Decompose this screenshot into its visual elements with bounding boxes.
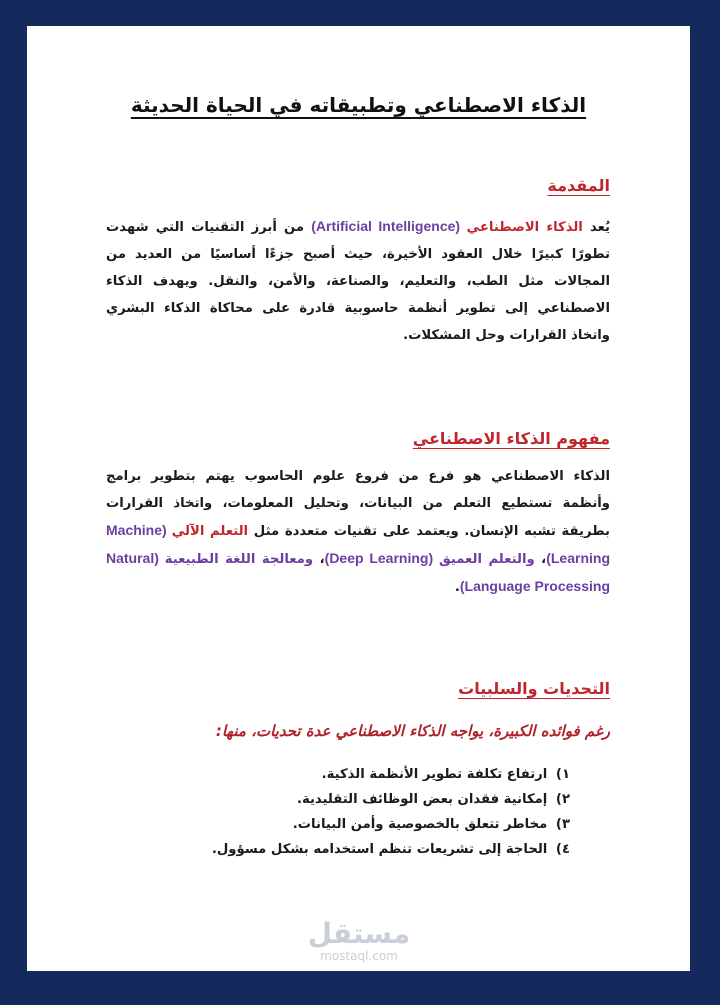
intro-text-2: من أبرز التقنيات التي شهدت تطورًا كبيرًا خلال العقود الأخيرة، حيث أصبح جزءًا أساسيًا من العديد من المجالات مثل الطب، والتعليم، والصناعة، والأمن، والنقل. ويهدف الذكاء الاصطناعي إلى تطوير أنظمة حاسوبية قادرة على محاكاة الذكاء البشري واتخاذ القرارات وحل المشكلات. [106, 220, 610, 343]
challenges-heading: التحديات والسلبيات [458, 679, 610, 698]
concept-end: . [454, 580, 460, 595]
document-title-text: الذكاء الاصطناعي وتطبيقاته في الحياة الحديثة [130, 93, 587, 118]
document-page [27, 26, 690, 971]
list-item-number: ١) [555, 767, 570, 782]
concept-paragraph [106, 463, 610, 601]
list-item-text: ارتفاع تكلفة تطوير الأنظمة الذكية. [321, 767, 548, 782]
list-item [212, 787, 570, 812]
list-item-number: ٣) [555, 817, 570, 832]
intro-paragraph [106, 213, 610, 349]
concept-sep-2: ، [313, 552, 325, 567]
concept-text-1: الذكاء الاصطناعي هو فرع من فروع علوم الحاسوب يهتم بتطوير برامج وأنظمة تستطيع التعلم من البيانات، وتحليل المعلومات، واتخاذ القرارات بطريقة تشبه الإنسان. ويعتمد على تقنيات متعددة مثل [106, 469, 610, 539]
challenges-list [212, 762, 570, 862]
intro-term-ai-en: (Artificial Intelligence) [311, 218, 467, 234]
list-item-number: ٤) [555, 842, 570, 857]
concept-term-nlp: ومعالجة اللغة الطبيعية [164, 552, 314, 567]
list-item-text: مخاطر تتعلق بالخصوصية وأمن البيانات. [292, 817, 548, 832]
list-item-text: إمكانية فقدان بعض الوظائف التقليدية. [296, 792, 548, 807]
list-item [212, 837, 570, 862]
watermark-arabic: مستقل [307, 917, 411, 950]
document-title [27, 93, 690, 117]
concept-heading: مفهوم الذكاء الاصطناعي [412, 429, 610, 448]
concept-term-dl-en: (Deep Learning) [324, 550, 439, 566]
list-item [212, 812, 570, 837]
watermark-latin: mostaql.com [320, 949, 398, 963]
concept-term-dl: والتعلم العميق [438, 552, 535, 567]
concept-term-nlp-en: (Natural Language Processing) [106, 550, 610, 594]
list-item-number: ٢) [555, 792, 570, 807]
list-item-text: الحاجة إلى تشريعات تنظم استخدامه بشكل مسؤول. [211, 842, 548, 857]
challenges-subtitle: رغم فوائده الكبيرة، يواجه الذكاء الاصطناعي عدة تحديات، منها: [215, 722, 610, 740]
concept-term-ml: التعلم الآلي [171, 524, 249, 539]
concept-term-ml-en: (Machine Learning) [106, 522, 610, 566]
concept-sep-1: ، [534, 552, 547, 567]
mostaql-watermark [289, 919, 429, 963]
intro-term-ai: الذكاء الاصطناعي [466, 220, 583, 235]
list-item [212, 762, 570, 787]
intro-heading: المقدمة [547, 176, 610, 195]
intro-text-1: يُعد [582, 220, 610, 235]
